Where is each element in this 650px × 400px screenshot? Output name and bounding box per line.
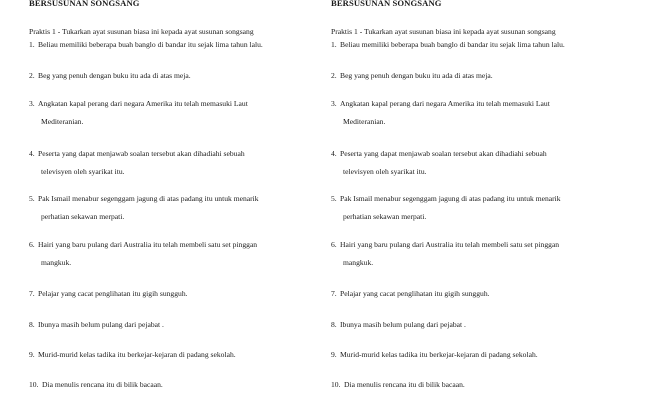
question-number: 6. (331, 240, 337, 249)
question-9 (29, 346, 329, 364)
question-text-continued: televisyen oleh syarikat itu. (343, 166, 427, 176)
question-8 (331, 316, 631, 334)
question-text: Dia menulis rencana itu di bilik bacaan. (42, 380, 163, 389)
question-3 (29, 95, 329, 130)
question-text: Hairi yang baru pulang dari Australia itu telah membeli satu set pinggan (38, 240, 258, 249)
question-number: 1. (29, 40, 35, 49)
question-text: Peserta yang dapat menjawab soalan tersebut akan dihadiahi sebuah (38, 149, 245, 158)
worksheet-instruction: Praktis 1 - Tukarkan ayat susunan biasa ini kepada ayat susunan songsang (29, 27, 254, 36)
question-text: Dia menulis rencana itu di bilik bacaan. (344, 380, 465, 389)
question-7 (29, 285, 329, 303)
question-2 (331, 67, 631, 85)
question-number: 8. (331, 320, 337, 329)
question-text-continued: Mediteranian. (41, 116, 84, 126)
question-text: Hairi yang baru pulang dari Australia itu telah membeli satu set pinggan (340, 240, 560, 249)
question-10 (331, 376, 631, 394)
question-text: Ibunya masih belum pulang dari pejabat . (38, 320, 164, 329)
question-text-continued: perhatian sekawan merpati. (343, 211, 427, 221)
question-number: 4. (331, 149, 337, 158)
question-text-continued: mangkuk. (343, 257, 374, 267)
question-4 (331, 145, 631, 180)
question-text: Pelajar yang cacat penglihatan itu gigih sungguh. (38, 289, 188, 298)
question-text: Beliau memiliki beberapa buah banglo di bandar itu sejak lima tahun lalu. (38, 40, 263, 49)
worksheet-heading: BERSUSUNAN SONGSANG (29, 0, 140, 8)
worksheet-instruction: Praktis 1 - Tukarkan ayat susunan biasa ini kepada ayat susunan songsang (331, 27, 556, 36)
question-text: Peserta yang dapat menjawab soalan tersebut akan dihadiahi sebuah (340, 149, 547, 158)
question-3 (331, 95, 631, 130)
question-9 (331, 346, 631, 364)
question-text: Beg yang penuh dengan buku itu ada di atas meja. (38, 71, 191, 80)
question-text: Pak Ismail menabur segenggam jagung di atas padang itu untuk menarik (38, 194, 259, 203)
question-text-continued: televisyen oleh syarikat itu. (41, 166, 125, 176)
question-number: 7. (29, 289, 35, 298)
question-number: 4. (29, 149, 35, 158)
question-5 (29, 190, 329, 225)
question-text: Beg yang penuh dengan buku itu ada di atas meja. (340, 71, 493, 80)
question-text-continued: perhatian sekawan merpati. (41, 211, 125, 221)
question-number: 9. (331, 350, 337, 359)
question-text: Angkatan kapal perang dari negara Amerika itu telah memasuki Laut (38, 99, 248, 108)
question-10 (29, 376, 329, 394)
question-text-continued: Mediteranian. (343, 116, 386, 126)
question-number: 10. (331, 380, 341, 389)
question-number: 1. (331, 40, 337, 49)
question-text: Angkatan kapal perang dari negara Amerika itu telah memasuki Laut (340, 99, 550, 108)
question-number: 6. (29, 240, 35, 249)
question-1 (29, 36, 329, 54)
question-7 (331, 285, 631, 303)
question-6 (29, 236, 329, 271)
question-number: 3. (29, 99, 35, 108)
question-number: 5. (29, 194, 35, 203)
question-text-continued: mangkuk. (41, 257, 72, 267)
question-8 (29, 316, 329, 334)
question-2 (29, 67, 329, 85)
question-number: 2. (331, 71, 337, 80)
worksheet-heading: BERSUSUNAN SONGSANG (331, 0, 442, 8)
question-number: 8. (29, 320, 35, 329)
question-number: 5. (331, 194, 337, 203)
question-6 (331, 236, 631, 271)
question-text: Murid-murid kelas tadika itu berkejar-kejaran di padang sekolah. (38, 350, 236, 359)
question-1 (331, 36, 631, 54)
question-text: Pelajar yang cacat penglihatan itu gigih sungguh. (340, 289, 490, 298)
question-number: 7. (331, 289, 337, 298)
question-4 (29, 145, 329, 180)
question-number: 3. (331, 99, 337, 108)
question-5 (331, 190, 631, 225)
question-number: 10. (29, 380, 39, 389)
question-number: 9. (29, 350, 35, 359)
question-text: Pak Ismail menabur segenggam jagung di atas padang itu untuk menarik (340, 194, 561, 203)
question-text: Beliau memiliki beberapa buah banglo di bandar itu sejak lima tahun lalu. (340, 40, 565, 49)
question-text: Ibunya masih belum pulang dari pejabat . (340, 320, 466, 329)
question-text: Murid-murid kelas tadika itu berkejar-kejaran di padang sekolah. (340, 350, 538, 359)
question-number: 2. (29, 71, 35, 80)
